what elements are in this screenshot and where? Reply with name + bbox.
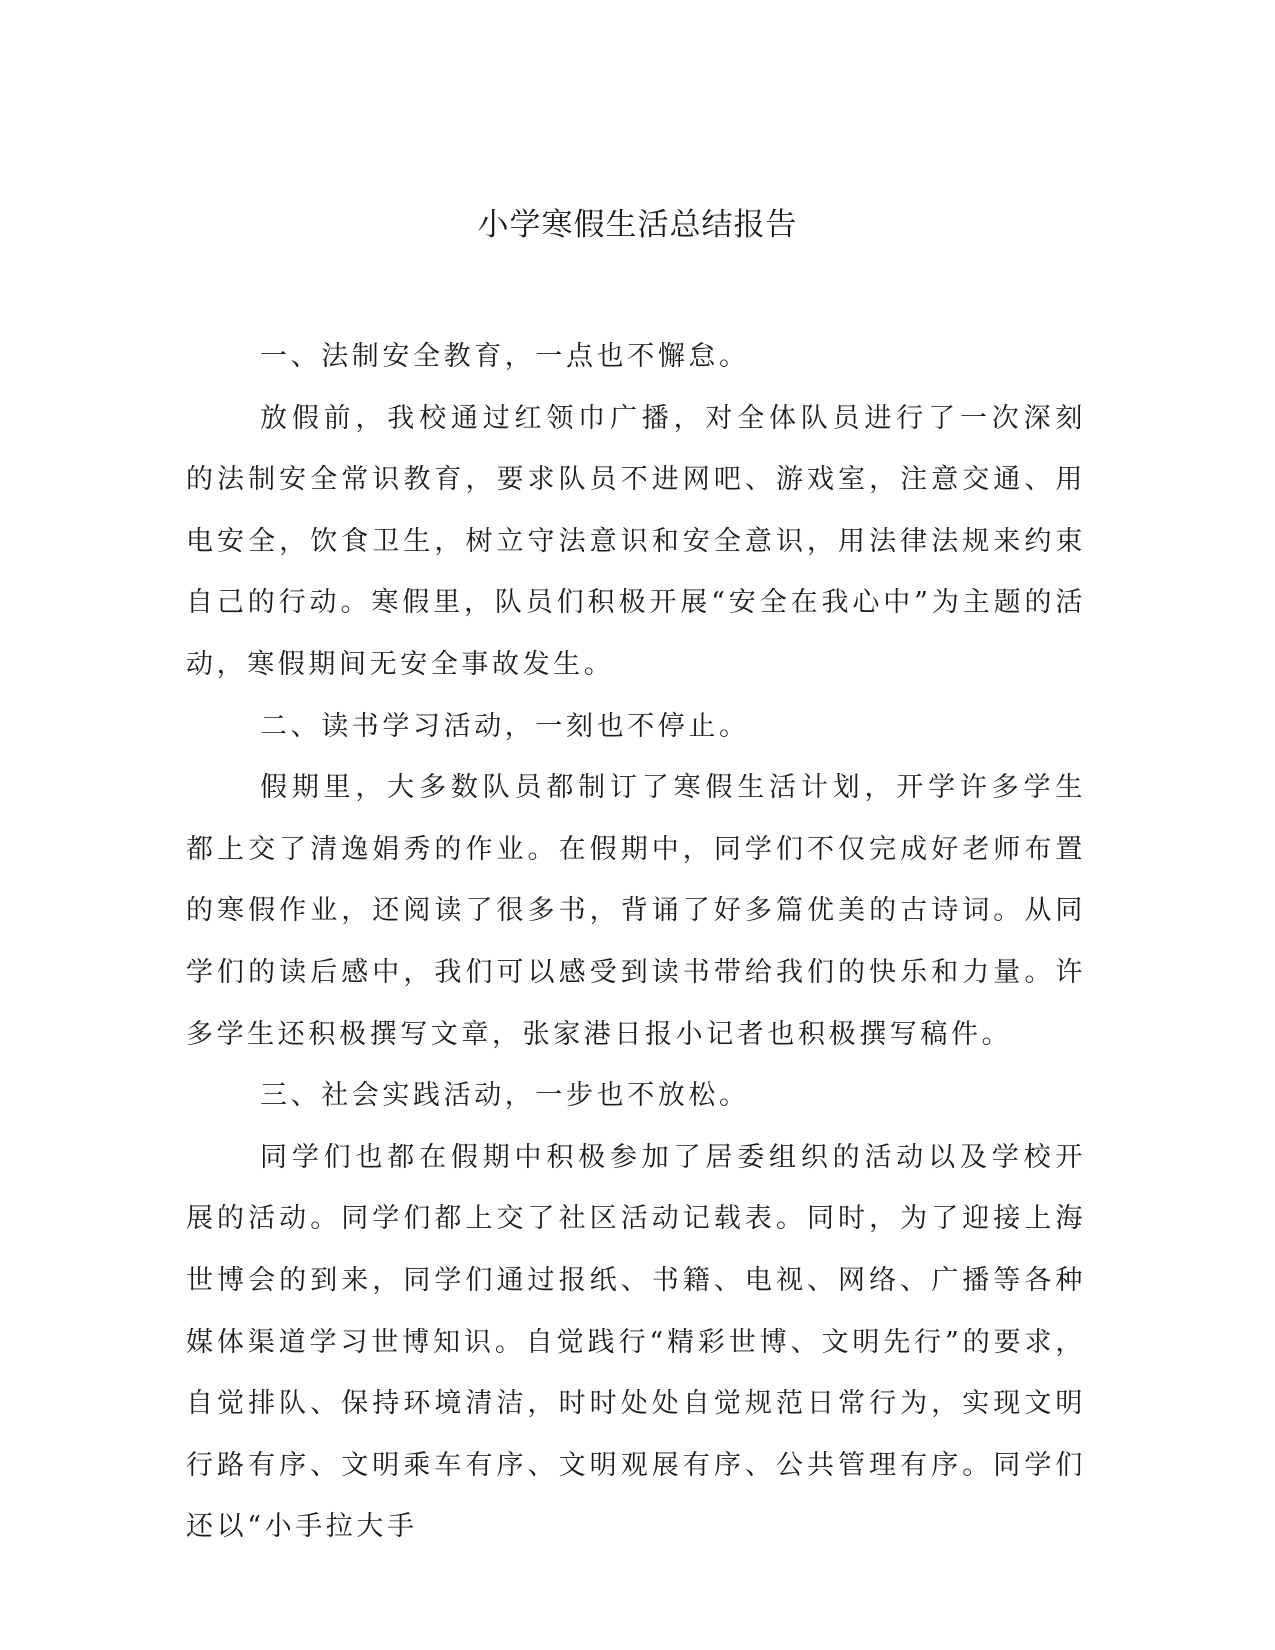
section-heading-1: 一、法制安全教育，一点也不懈怠。 (260, 341, 750, 372)
section-heading-3: 三、社会实践活动，一步也不放松。 (260, 1080, 750, 1112)
paragraph-social-practice: 同学们也都在假期中积极参加了居委组织的活动以及学校开展的活动。同学们都上交了社区活动记载表。同时，为了迎接上海世博会的到来，同学们通过报纸、书籍、电视、网络、广播等各种媒体渠道学习世博知识。自觉践行“精彩世博、文明先行”的要求，自觉排队、保持环境清洁，时时处处自觉规范日常行为，实现文明行路有序、文明乘车有序、文明观展有序、公共管理有序。同学们还以“小手拉大手 (186, 1141, 1086, 1543)
document-title: 小学寒假生活总结报告 (477, 207, 798, 243)
paragraph-safety-education: 放假前，我校通过红领巾广播，对全体队员进行了一次深刻的法制安全常识教育，要求队员不进网吧、游戏室，注意交通、用电安全，饮食卫生，树立守法意识和安全意识，用法律法规来约束自己的行动。寒假里，队员们积极开展“安全在我心中”为主题的活动，寒假期间无安全事故发生。 (186, 402, 1086, 680)
document-body (186, 326, 1086, 1558)
section-heading-2: 二、读书学习活动，一刻也不停止。 (260, 710, 750, 742)
paragraph-reading-study: 假期里，大多数队员都制订了寒假生活计划，开学许多学生都上交了清逸娟秀的作业。在假期中，同学们不仅完成好老师布置的寒假作业，还阅读了很多书，背诵了好多篇优美的古诗词。从同学们的读后感中，我们可以感受到读书带给我们的快乐和力量。许多学生还积极撰写文章，张家港日报小记者也积极撰写稿件。 (186, 772, 1086, 1050)
